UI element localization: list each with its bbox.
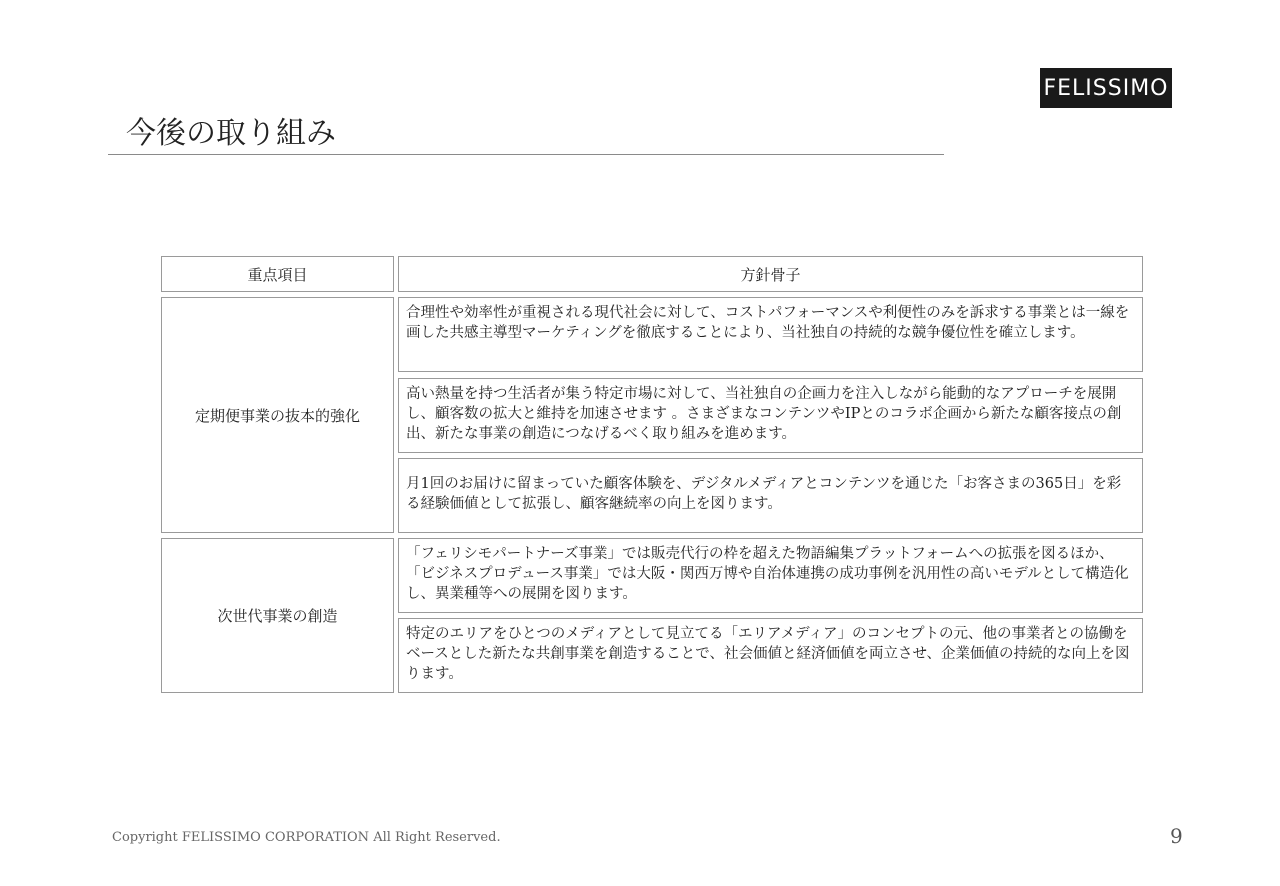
policy-item: 高い熱量を持つ生活者が集う特定市場に対して、当社独自の企画力を注入しながら能動的なアプローチを展開し、顧客数の拡大と維持を加速させます 。さまざまなコンテンツやIPとのコラボ企画から新たな顧客接点の創出、新たな事業の創造につなげるべく取り組みを進めます。	[398, 378, 1143, 453]
felissimo-logo: FELISSIMO	[1040, 68, 1172, 108]
header-focus-items: 重点項目	[161, 256, 394, 292]
copyright-footer: Copyright FELISSIMO CORPORATION All Right Reserved.	[112, 830, 501, 845]
page-number: 9	[1170, 824, 1183, 848]
policy-item: 合理性や効率性が重視される現代社会に対して、コストパフォーマンスや利便性のみを訴求する事業とは一線を画した共感主導型マーケティングを徹底することにより、当社独自の持続的な競争優位性を確立します。	[398, 297, 1143, 372]
title-divider	[108, 154, 944, 155]
policy-item: 「フェリシモパートナーズ事業」では販売代行の枠を超えた物語編集プラットフォームへの拡張を図るほか、「ビジネスプロデュース事業」では大阪・関西万博や自治体連携の成功事例を汎用性の高いモデルとして構造化し、異業種等への展開を図ります。	[398, 538, 1143, 613]
policy-item: 月1回のお届けに留まっていた顧客体験を、デジタルメディアとコンテンツを通じた「お客さまの365日」を彩る経験価値として拡張し、顧客継続率の向上を図ります。	[398, 458, 1143, 533]
header-policy-outline: 方針骨子	[398, 256, 1143, 292]
page-title: 今後の取り組み	[126, 116, 336, 151]
policy-item: 特定のエリアをひとつのメディアとして見立てる「エリアメディア」のコンセプトの元、他の事業者との協働をベースとした新たな共創事業を創造することで、社会価値と経済価値を両立させ、企業価値の持続的な向上を図ります。	[398, 618, 1143, 693]
category-next-gen-business: 次世代事業の創造	[161, 538, 394, 693]
category-subscription-reinforcement: 定期便事業の抜本的強化	[161, 297, 394, 533]
